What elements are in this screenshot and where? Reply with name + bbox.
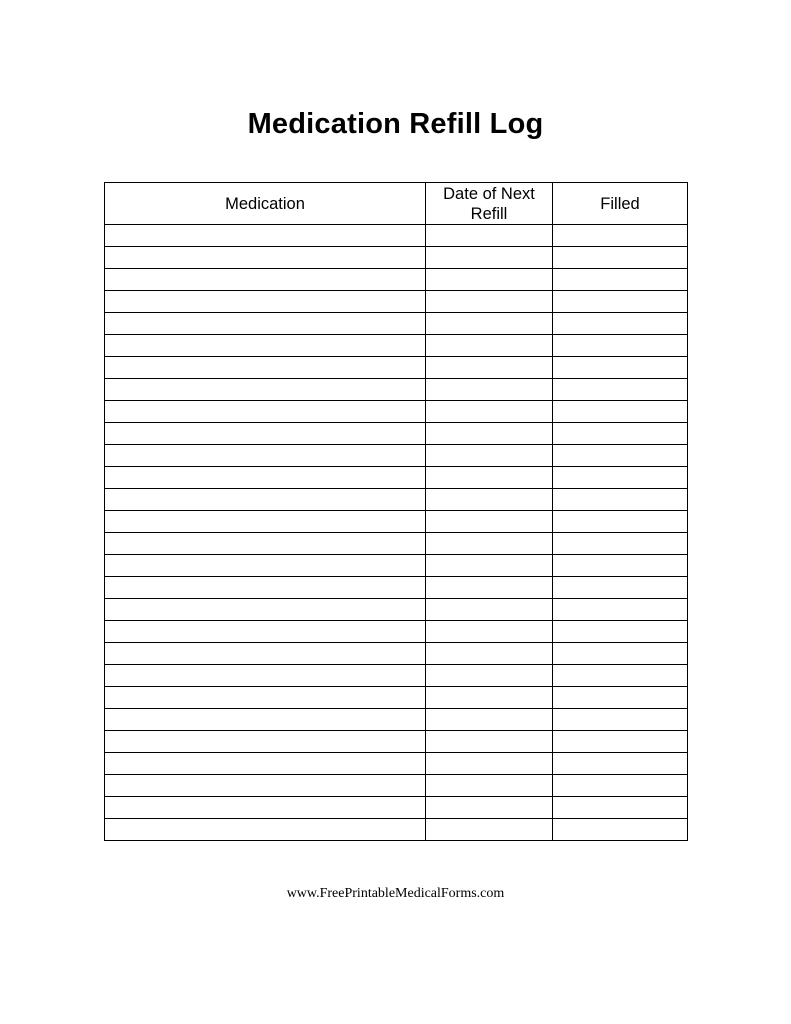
column-header-medication: Medication: [105, 183, 426, 225]
filled-cell[interactable]: [553, 445, 688, 467]
filled-cell[interactable]: [553, 797, 688, 819]
filled-cell[interactable]: [553, 533, 688, 555]
filled-cell[interactable]: [553, 577, 688, 599]
filled-cell[interactable]: [553, 291, 688, 313]
medication-cell[interactable]: [105, 445, 426, 467]
table-row: [105, 819, 688, 841]
table-row: [105, 225, 688, 247]
filled-cell[interactable]: [553, 511, 688, 533]
medication-cell[interactable]: [105, 599, 426, 621]
date-of-next-refill-cell[interactable]: [426, 797, 553, 819]
table-row: [105, 379, 688, 401]
medication-cell[interactable]: [105, 665, 426, 687]
medication-cell[interactable]: [105, 819, 426, 841]
date-of-next-refill-cell[interactable]: [426, 225, 553, 247]
table-row: [105, 445, 688, 467]
medication-cell[interactable]: [105, 775, 426, 797]
medication-cell[interactable]: [105, 335, 426, 357]
table-row: [105, 489, 688, 511]
date-of-next-refill-cell[interactable]: [426, 533, 553, 555]
date-of-next-refill-cell[interactable]: [426, 313, 553, 335]
filled-cell[interactable]: [553, 599, 688, 621]
medication-cell[interactable]: [105, 687, 426, 709]
filled-cell[interactable]: [553, 819, 688, 841]
column-header-date-of-next-refill: Date of Next Refill: [426, 183, 553, 225]
filled-cell[interactable]: [553, 665, 688, 687]
date-of-next-refill-cell[interactable]: [426, 643, 553, 665]
medication-cell[interactable]: [105, 401, 426, 423]
date-of-next-refill-cell[interactable]: [426, 423, 553, 445]
date-of-next-refill-cell[interactable]: [426, 511, 553, 533]
filled-cell[interactable]: [553, 643, 688, 665]
table-row: [105, 621, 688, 643]
table-row: [105, 269, 688, 291]
date-of-next-refill-cell[interactable]: [426, 819, 553, 841]
table-row: [105, 753, 688, 775]
medication-cell[interactable]: [105, 357, 426, 379]
filled-cell[interactable]: [553, 555, 688, 577]
table-row: [105, 687, 688, 709]
medication-cell[interactable]: [105, 313, 426, 335]
table-row: [105, 665, 688, 687]
filled-cell[interactable]: [553, 401, 688, 423]
table-row: [105, 533, 688, 555]
date-of-next-refill-cell[interactable]: [426, 665, 553, 687]
medication-cell[interactable]: [105, 511, 426, 533]
medication-cell[interactable]: [105, 797, 426, 819]
filled-cell[interactable]: [553, 247, 688, 269]
date-of-next-refill-cell[interactable]: [426, 247, 553, 269]
date-of-next-refill-cell[interactable]: [426, 731, 553, 753]
date-of-next-refill-cell[interactable]: [426, 709, 553, 731]
table-row: [105, 643, 688, 665]
medication-cell[interactable]: [105, 621, 426, 643]
table-row: [105, 423, 688, 445]
table-row: [105, 511, 688, 533]
filled-cell[interactable]: [553, 467, 688, 489]
table-row: [105, 599, 688, 621]
medication-cell[interactable]: [105, 423, 426, 445]
medication-cell[interactable]: [105, 731, 426, 753]
medication-cell[interactable]: [105, 467, 426, 489]
table-row: [105, 313, 688, 335]
date-of-next-refill-cell[interactable]: [426, 621, 553, 643]
table-row: [105, 357, 688, 379]
medication-cell[interactable]: [105, 643, 426, 665]
page-title: Medication Refill Log: [247, 108, 544, 140]
filled-cell[interactable]: [553, 335, 688, 357]
table-row: [105, 797, 688, 819]
medication-cell[interactable]: [105, 555, 426, 577]
footer-url: www.FreePrintableMedicalForms.com: [286, 886, 505, 901]
date-of-next-refill-cell[interactable]: [426, 489, 553, 511]
medication-cell[interactable]: [105, 533, 426, 555]
table-row: [105, 577, 688, 599]
date-of-next-refill-cell[interactable]: [426, 379, 553, 401]
filled-cell[interactable]: [553, 489, 688, 511]
table-row: [105, 709, 688, 731]
filled-cell[interactable]: [553, 423, 688, 445]
date-of-next-refill-cell[interactable]: [426, 357, 553, 379]
table-row: [105, 335, 688, 357]
filled-cell[interactable]: [553, 775, 688, 797]
filled-cell[interactable]: [553, 621, 688, 643]
medication-cell[interactable]: [105, 225, 426, 247]
table-row: [105, 291, 688, 313]
table-row: [105, 467, 688, 489]
medication-cell[interactable]: [105, 379, 426, 401]
date-of-next-refill-cell[interactable]: [426, 467, 553, 489]
date-of-next-refill-cell[interactable]: [426, 555, 553, 577]
filled-cell[interactable]: [553, 709, 688, 731]
medication-cell[interactable]: [105, 709, 426, 731]
date-of-next-refill-cell[interactable]: [426, 291, 553, 313]
medication-cell[interactable]: [105, 577, 426, 599]
medication-cell[interactable]: [105, 269, 426, 291]
filled-cell[interactable]: [553, 313, 688, 335]
date-of-next-refill-cell[interactable]: [426, 401, 553, 423]
date-of-next-refill-cell[interactable]: [426, 775, 553, 797]
date-of-next-refill-cell[interactable]: [426, 599, 553, 621]
medication-cell[interactable]: [105, 291, 426, 313]
date-of-next-refill-cell[interactable]: [426, 753, 553, 775]
date-of-next-refill-cell[interactable]: [426, 687, 553, 709]
date-of-next-refill-cell[interactable]: [426, 577, 553, 599]
table-row: [105, 555, 688, 577]
filled-cell[interactable]: [553, 753, 688, 775]
medication-cell[interactable]: [105, 489, 426, 511]
filled-cell[interactable]: [553, 269, 688, 291]
date-of-next-refill-cell[interactable]: [426, 445, 553, 467]
medication-cell[interactable]: [105, 247, 426, 269]
filled-cell[interactable]: [553, 731, 688, 753]
table-body: [105, 225, 688, 841]
filled-cell[interactable]: [553, 687, 688, 709]
medication-cell[interactable]: [105, 753, 426, 775]
filled-cell[interactable]: [553, 379, 688, 401]
table-row: [105, 775, 688, 797]
refill-log-table: [104, 182, 688, 841]
filled-cell[interactable]: [553, 357, 688, 379]
date-of-next-refill-cell[interactable]: [426, 335, 553, 357]
table-row: [105, 401, 688, 423]
table-header-row: [105, 183, 688, 225]
table-row: [105, 247, 688, 269]
filled-cell[interactable]: [553, 225, 688, 247]
date-of-next-refill-cell[interactable]: [426, 269, 553, 291]
table-row: [105, 731, 688, 753]
column-header-filled: Filled: [553, 183, 688, 225]
